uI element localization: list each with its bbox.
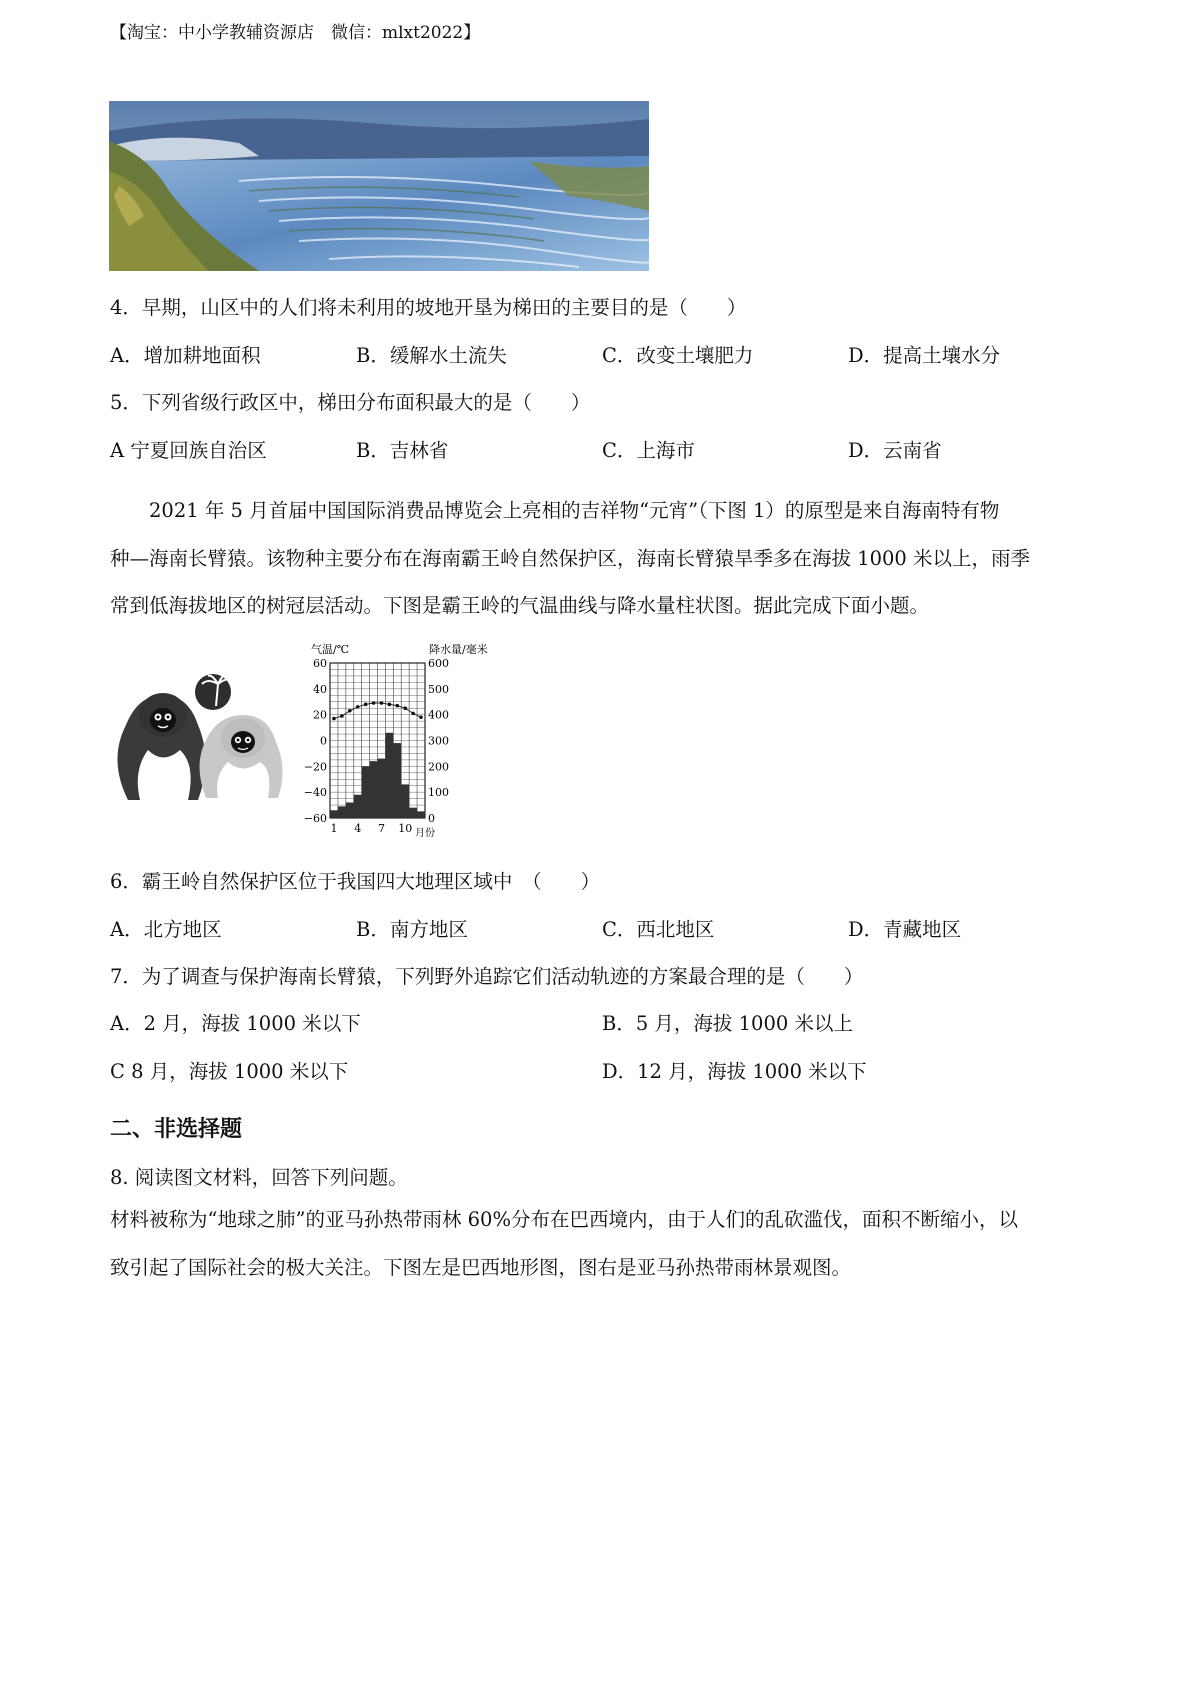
temperature-point [348, 709, 352, 713]
left-axis-tick-label: 60 [313, 657, 327, 670]
gibbon-mascot-illustration [108, 670, 303, 805]
x-axis-tick-label: 7 [377, 822, 385, 835]
question-5-option-b[interactable]: B．吉林省 [356, 439, 449, 462]
right-axis-tick-label: 600 [428, 657, 449, 670]
temperature-point [403, 706, 407, 710]
material-line: 种—海南长臂猿。该物种主要分布在海南霸王岭自然保护区，海南长臂猿旱季多在海拔 1000 米以上，雨季 [110, 546, 1031, 570]
precipitation-bar [417, 812, 425, 818]
temperature-point [411, 712, 415, 716]
question-4-stem: 4．早期，山区中的人们将未利用的坡地开垦为梯田的主要目的是（ ） [110, 296, 747, 319]
precipitation-bar [362, 766, 370, 818]
left-axis-tick-label: 40 [313, 682, 327, 696]
right-axis-label: 降水量/毫米 [429, 643, 488, 656]
precipitation-bar [354, 795, 362, 818]
right-axis-tick-label: 0 [428, 812, 435, 825]
x-axis-label: 月份 [415, 828, 435, 839]
question-4-option-c[interactable]: C．改变土壤肥力 [602, 344, 754, 367]
left-axis-tick-label: 0 [320, 734, 327, 748]
question-8-stem: 8. 阅读图文材料，回答下列问题。 [110, 1166, 408, 1189]
temperature-point [395, 704, 399, 708]
section-title: 二、非选择题 [110, 1117, 243, 1142]
material-line: 2021 年 5 月首届中国国际消费品博览会上亮相的吉祥物“元宵”（下图 1）的原型是来自海南特有物 [110, 499, 1000, 522]
right-axis-tick-label: 200 [428, 760, 449, 774]
question-4-option-b[interactable]: B．缓解水土流失 [356, 344, 507, 367]
page-header: 【淘宝：中小学教辅资源店 微信：mlxt2022】 [110, 23, 481, 43]
left-axis-tick-label: 20 [313, 708, 327, 722]
material-paragraph [110, 487, 1100, 630]
left-axis-tick-label: −20 [303, 760, 327, 774]
question-8-material [110, 1196, 1100, 1291]
precipitation-bar [338, 806, 346, 818]
right-axis-tick-label: 100 [428, 786, 449, 800]
left-axis-label: 气温/℃ [311, 643, 350, 656]
question-8-line: 致引起了国际社会的极大关注。下图左是巴西地形图，图右是亚马孙热带雨林景观图。 [110, 1255, 852, 1279]
precipitation-bar [409, 808, 417, 818]
temperature-point [356, 705, 360, 709]
question-5-stem: 5．下列省级行政区中，梯田分布面积最大的是（ ） [110, 391, 591, 414]
question-7-option-d[interactable]: D．12 月，海拔 1000 米以下 [602, 1060, 867, 1083]
material-line: 常到低海拔地区的树冠层活动。下图是霸王岭的气温曲线与降水量柱状图。据此完成下面小题。 [110, 594, 930, 617]
x-axis-tick-label: 1 [330, 822, 338, 835]
question-7-option-c[interactable]: C 8 月，海拔 1000 米以下 [110, 1060, 349, 1083]
question-6-option-c[interactable]: C．西北地区 [602, 918, 715, 941]
question-6-stem: 6．霸王岭自然保护区位于我国四大地理区域中 （ ） [110, 870, 601, 893]
temperature-point [372, 701, 376, 705]
precipitation-bar [401, 784, 409, 818]
temperature-point [380, 701, 384, 705]
precipitation-bar [330, 810, 338, 818]
x-axis-tick-label: 4 [354, 822, 362, 835]
question-7-option-a[interactable]: A．2 月，海拔 1000 米以下 [110, 1012, 361, 1035]
temperature-point [419, 715, 423, 719]
precipitation-bar [385, 733, 393, 818]
question-7-option-b[interactable]: B．5 月，海拔 1000 米以上 [602, 1012, 853, 1035]
precipitation-bar [378, 759, 386, 818]
question-5-option-c[interactable]: C．上海市 [602, 439, 695, 462]
question-5-option-d[interactable]: D．云南省 [848, 439, 942, 462]
temperature-point [340, 714, 344, 718]
chart-plot-area [304, 657, 449, 839]
question-5-option-a[interactable]: A 宁夏回族自治区 [110, 439, 267, 462]
question-7-stem: 7．为了调查与保护海南长臂猿，下列野外追踪它们活动轨迹的方案最合理的是（ ） [110, 965, 864, 988]
left-axis-tick-label: −40 [303, 786, 327, 800]
temperature-point [332, 717, 336, 721]
climate-chart [285, 640, 515, 845]
question-4-option-d[interactable]: D．提高土壤水分 [848, 344, 1001, 367]
left-axis-tick-label: −60 [303, 812, 327, 825]
question-6-option-d[interactable]: D．青藏地区 [848, 918, 962, 941]
x-axis-tick-label: 10 [398, 822, 413, 835]
temperature-point [388, 703, 392, 707]
right-axis-tick-label: 500 [428, 682, 449, 696]
precipitation-bar [346, 803, 354, 819]
temperature-point [364, 703, 368, 707]
question-6-option-b[interactable]: B．南方地区 [356, 918, 468, 941]
question-4-option-a[interactable]: A．增加耕地面积 [110, 344, 261, 367]
question-8-line: 材料被称为“地球之肺”的亚马孙热带雨林 60%分布在巴西境内，由于人们的乱砍滥伐，面积不断缩小，以 [110, 1208, 1018, 1231]
precipitation-bar [393, 743, 401, 818]
terrace-photo [109, 101, 649, 271]
question-6-option-a[interactable]: A．北方地区 [110, 918, 222, 941]
right-axis-tick-label: 300 [428, 734, 449, 748]
precipitation-bar [370, 761, 378, 818]
right-axis-tick-label: 400 [428, 708, 449, 722]
